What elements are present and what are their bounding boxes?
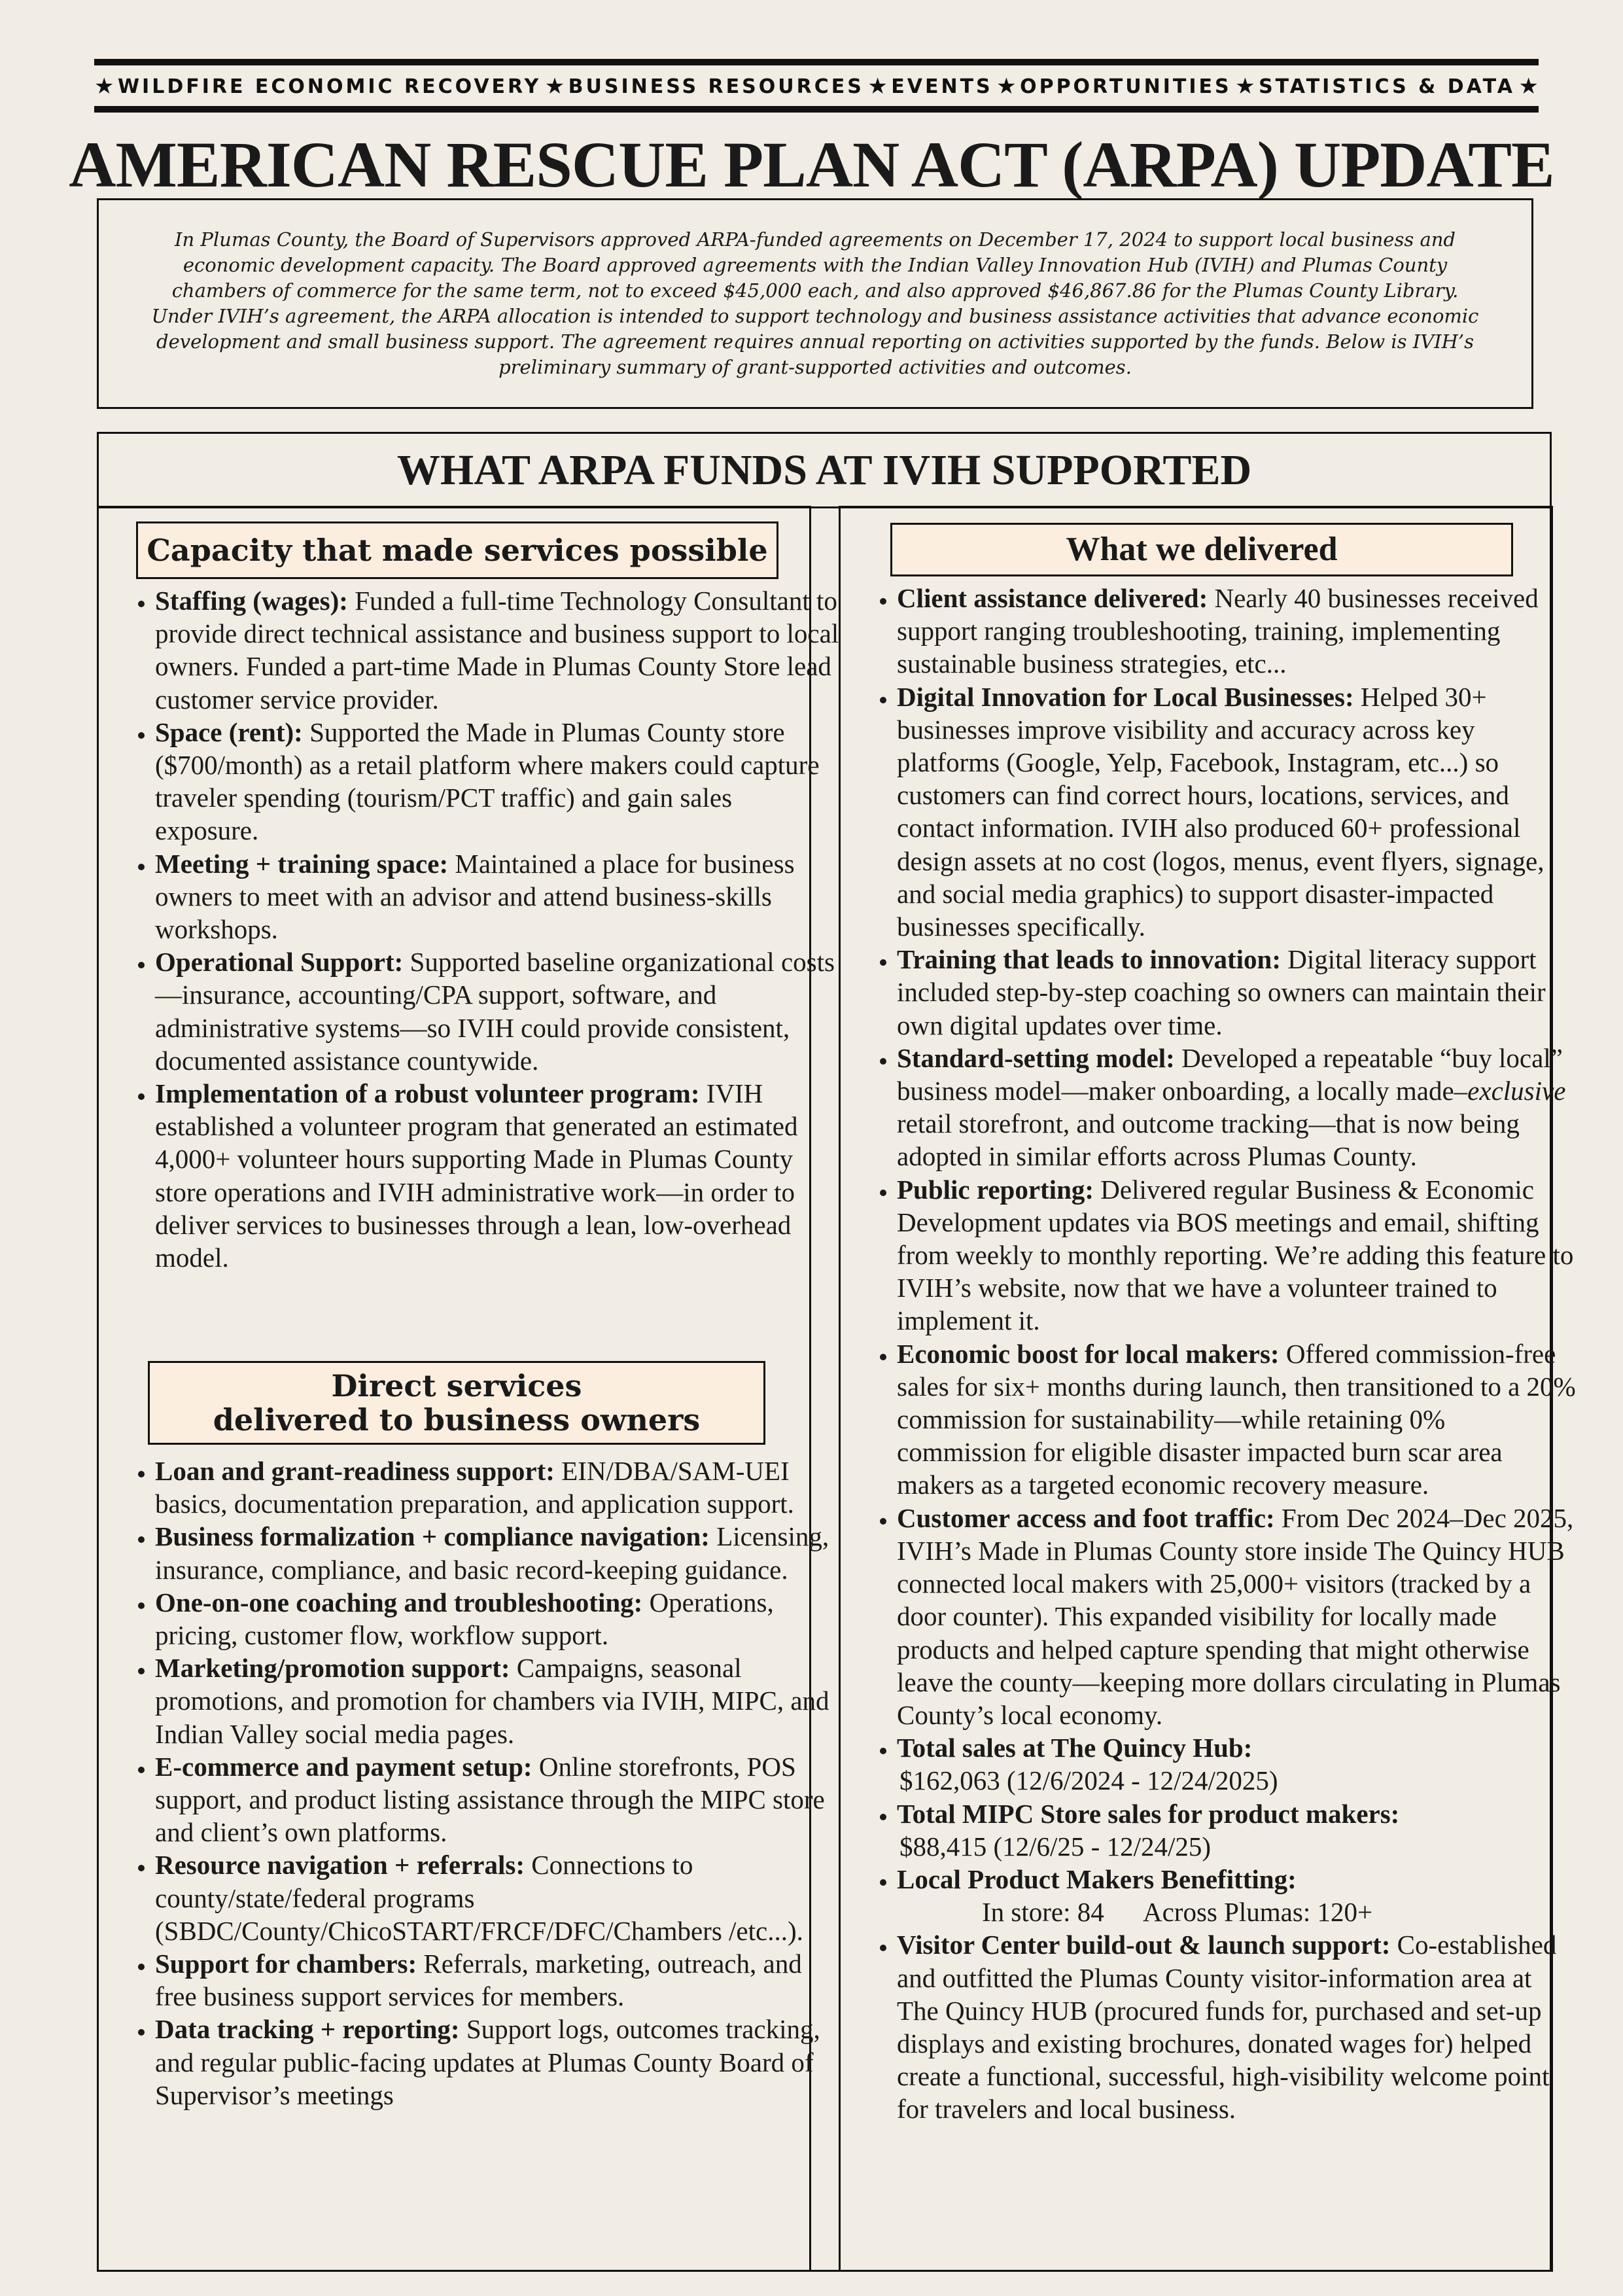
star-icon: ★ [996,73,1017,99]
capacity-list [126,584,842,1274]
nav-item-events[interactable]: EVENTS [891,75,993,98]
intro-box [97,198,1533,409]
list-item: • One-on-one coaching and troubleshooting: Operations, pricing, customer flow, workflow support. [155,1586,842,1651]
delivered-list [868,582,1577,2126]
nav-item-statistics[interactable]: STATISTICS & DATA [1259,75,1515,98]
list-item: • Implementation of a robust volunteer program: IVIH established a volunteer program that generated an estimated 4,000+ volunteer hours supporting Made in Plumas County store operations and IVIH administrative work—in order to deliver services to businesses through a lean, low-overhead model. [155,1077,842,1274]
list-item: • Digital Innovation for Local Businesses: Helped 30+ businesses improve visibility and accuracy across key platforms (Google, Yelp, Facebook, Instagram, etc...) so customers can find correct hours, locations, services, and contact information. IVIH also produced 60+ professional design assets at no cost (logos, menus, event flyers, signage, and social media graphics) to support disaster-impacted businesses specifically. [897,680,1577,944]
list-item: • Support for chambers: Referrals, marketing, outreach, and free business support services for members. [155,1947,842,2013]
capacity-heading: Capacity that made services possible [136,521,778,579]
list-item: • Economic boost for local makers: Offered commission-free sales for six+ months during launch, then transitioned to a 20% commission for sustainability—while retaining 0% commission for eligible disaster impacted burn scar area makers as a targeted economic recovery measure. [897,1337,1577,1502]
star-icon: ★ [1518,73,1539,99]
list-item: • Space (rent): Supported the Made in Plumas County store ($700/month) as a retail platform where makers could capture traveler spending (tourism/PCT traffic) and gain sales exposure. [155,716,842,847]
list-item: • Meeting + training space: Maintained a place for business owners to meet with an advisor and attend business-skills workshops. [155,847,842,946]
list-item: • Data tracking + reporting: Support logs, outcomes tracking, and regular public-facing updates at Plumas County Board of Supervisor’s meetings [155,2013,842,2111]
list-item: • Customer access and foot traffic: From Dec 2024–Dec 2025, IVIH’s Made in Plumas County store inside The Quincy HUB connected local makers with 25,000+ visitors (tracked by a door counter). This expanded visibility for locally made products and helped capture spending that might otherwise leave the county—keeping more dollars circulating in Plumas County’s local economy. [897,1502,1577,1731]
list-item: • Business formalization + compliance navigation: Licensing, insurance, compliance, and basic record-keeping guidance. [155,1520,842,1585]
list-item: • Staffing (wages): Funded a full-time Technology Consultant to provide direct technical assistance and business support to local owners. Funded a part-time Made in Plumas County Store lead customer service provider. [155,584,842,716]
intro-text: In Plumas County, the Board of Supervisors approved ARPA-funded agreements on December 17, 2024 to support local business and economic development capacity. The Board approved agreements with the Indian Valley Innovation Hub (IVIH) and Plumas County chambers of commerce for the same term, not to exceed $45,000 each, and also approved $46,867.86 for the Plumas County Library. Under IVIH’s agreement, the ARPA allocation is intended to support technology and business assistance activities that advance economic development and small business support. The agreement requires annual reporting on activities supported by the funds. Below is IVIH’s preliminary summary of grant-supported activities and outcomes. [151,228,1479,378]
list-item: • Operational Support: Supported baseline organizational costs—insurance, accounting/CPA support, software, and administrative systems—so IVIH could provide consistent, documented assistance countywide. [155,945,842,1077]
delivered-heading: What we delivered [890,523,1513,576]
star-icon: ★ [867,73,888,99]
mipc-sales-value: $88,415 (12/6/25 - 12/24/25) [899,1831,1212,1862]
list-item: • Loan and grant-readiness support: EIN/DBA/SAM-UEI basics, documentation preparation, and application support. [155,1455,842,1520]
section-title: WHAT ARPA FUNDS AT IVIH SUPPORTED [99,434,1550,508]
nav-item-wildfire[interactable]: WILDFIRE ECONOMIC RECOVERY [117,75,542,98]
top-rule-upper [94,59,1539,65]
total-sales-value: $162,063 (12/6/2024 - 12/24/2025) [899,1765,1278,1796]
list-item: • Local Product Makers Benefitting: In store: 84 Across Plumas: 120+ [897,1863,1577,1928]
nav-item-opportunities[interactable]: OPPORTUNITIES [1020,75,1232,98]
list-item: • Resource navigation + referrals: Connections to county/state/federal programs (SBDC/County/ChicoSTART/FRCF/DFC/Chambers /etc...). [155,1848,842,1947]
nav-item-business-resources[interactable]: BUSINESS RESOURCES [568,75,864,98]
star-icon: ★ [94,73,114,99]
list-item: • Public reporting: Delivered regular Business & Economic Development updates via BOS meetings and email, shifting from weekly to monthly reporting. We’re adding this feature to IVIH’s website, now that we have a volunteer trained to implement it. [897,1173,1577,1337]
list-item: • E-commerce and payment setup: Online storefronts, POS support, and product listing assistance through the MIPC store and client’s own platforms. [155,1750,842,1849]
top-rule-lower [94,106,1539,113]
star-icon: ★ [544,73,565,99]
makers-count-value: In store: 84 Across Plumas: 120+ [982,1897,1373,1928]
page-title: AMERICAN RESCUE PLAN ACT (ARPA) UPDATE [69,128,1554,201]
list-item: • Total MIPC Store sales for product makers: $88,415 (12/6/25 - 12/24/25) [897,1797,1577,1863]
list-item: • Training that leads to innovation: Digital literacy support included step-by-step coaching so owners can maintain their own digital updates over time. [897,943,1577,1042]
direct-services-heading: Direct services delivered to business owners [148,1361,765,1445]
direct-services-list [126,1455,842,2111]
list-item: • Standard-setting model: Developed a repeatable “buy local” business model—maker onboarding, a locally made–exclusive retail storefront, and outcome tracking—that is now being adopted in similar efforts across Plumas County. [897,1042,1577,1173]
list-item: • Client assistance delivered: Nearly 40 businesses received support ranging troubleshooting, training, implementing sustainable business strategies, etc... [897,582,1577,680]
list-item: • Total sales at The Quincy Hub: $162,063 (12/6/2024 - 12/24/2025) [897,1731,1577,1797]
list-item: • Marketing/promotion support: Campaigns, seasonal promotions, and promotion for chambers via IVIH, MIPC, and Indian Valley social media pages. [155,1651,842,1750]
list-item: • Visitor Center build-out & launch support: Co-established and outfitted the Plumas County visitor-information area at The Quincy HUB (procured funds for, purchased and set-up displays and existing brochures, donated wages for) helped create a functional, successful, high-visibility welcome point for travelers and local business. [897,1928,1577,2125]
top-nav-strip [94,70,1539,103]
star-icon: ★ [1235,73,1255,99]
